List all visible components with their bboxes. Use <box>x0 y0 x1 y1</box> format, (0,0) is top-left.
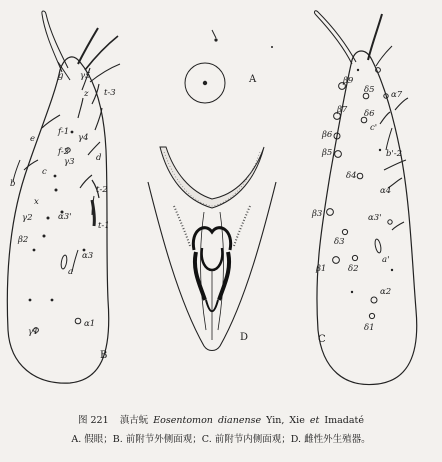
et-word: et <box>309 415 320 426</box>
label-c-18: δ1 <box>364 323 375 333</box>
label-b-13: t-2 <box>96 185 108 195</box>
species-name-cn: 滇古蚖 <box>119 415 149 426</box>
label-b-5: f-1 <box>58 127 70 137</box>
label-b-1: γ5 <box>80 71 91 81</box>
label-b-9: c <box>42 167 47 177</box>
label-b-6: f-2 <box>58 147 70 157</box>
label-c-9: δ4 <box>346 171 357 181</box>
label-c-5: c' <box>370 123 378 133</box>
label-c-1: δ5 <box>364 85 375 95</box>
label-b-12: x <box>34 197 39 207</box>
label-c-3: β7 <box>337 105 348 115</box>
label-b-2: z <box>84 89 89 99</box>
label-b-18: α3 <box>82 251 94 261</box>
label-c-13: α3' <box>368 213 382 223</box>
panel-label-d: D <box>240 332 249 343</box>
author-2: Xie <box>289 415 305 426</box>
label-b-3: t-3 <box>104 88 116 98</box>
label-c-16: a' <box>382 255 390 265</box>
label-c-8: b'-2 <box>386 149 403 159</box>
label-b-0: g <box>58 71 64 81</box>
label-b-21: γ1 <box>28 327 39 337</box>
label-c-2: α7 <box>391 90 403 100</box>
figure-caption <box>0 412 442 426</box>
label-c-17: α2 <box>380 287 392 297</box>
pseudoculus-drawing <box>185 30 273 103</box>
label-c-12: δ3 <box>334 237 345 247</box>
author-3: Imadaté <box>324 415 364 426</box>
label-b-10: d <box>96 153 102 163</box>
genus-name: Eosentomon <box>153 415 213 426</box>
label-b-20: α1 <box>84 319 96 329</box>
label-b-16: t-1 <box>98 221 110 231</box>
species-epithet: dianense <box>217 415 262 426</box>
label-b-11: b <box>10 179 16 189</box>
label-b-7: γ4 <box>78 133 89 143</box>
figure-legend: A. 假眼；B. 前附节外侧面观；C. 前附节内侧面观；D. 雌性外生殖器。 <box>71 434 371 445</box>
label-c-0: β9 <box>343 76 354 86</box>
female-genitalia-drawing <box>148 147 276 351</box>
foretarsus-exterior-drawing <box>7 11 120 383</box>
label-b-17: β2 <box>18 235 29 245</box>
panel-label-c: C <box>318 334 326 345</box>
label-b-14: α3' <box>58 212 72 222</box>
label-c-10: α4 <box>380 186 392 196</box>
panel-label-b: B <box>100 350 108 361</box>
label-b-8: γ3 <box>64 157 75 167</box>
label-c-4: δ6 <box>364 109 375 119</box>
label-b-4: e <box>30 134 36 144</box>
label-b-19: a <box>68 267 74 277</box>
label-c-6: β6 <box>322 130 333 140</box>
label-c-7: β5 <box>322 148 333 158</box>
label-c-14: β1 <box>316 264 327 274</box>
label-c-15: δ2 <box>348 264 359 274</box>
figure-number: 图 221 <box>77 415 109 426</box>
label-b-15: γ2 <box>22 213 33 223</box>
author-1: Yin, <box>266 415 285 426</box>
label-c-11: β3 <box>312 209 323 219</box>
panel-label-a: A <box>249 74 257 85</box>
